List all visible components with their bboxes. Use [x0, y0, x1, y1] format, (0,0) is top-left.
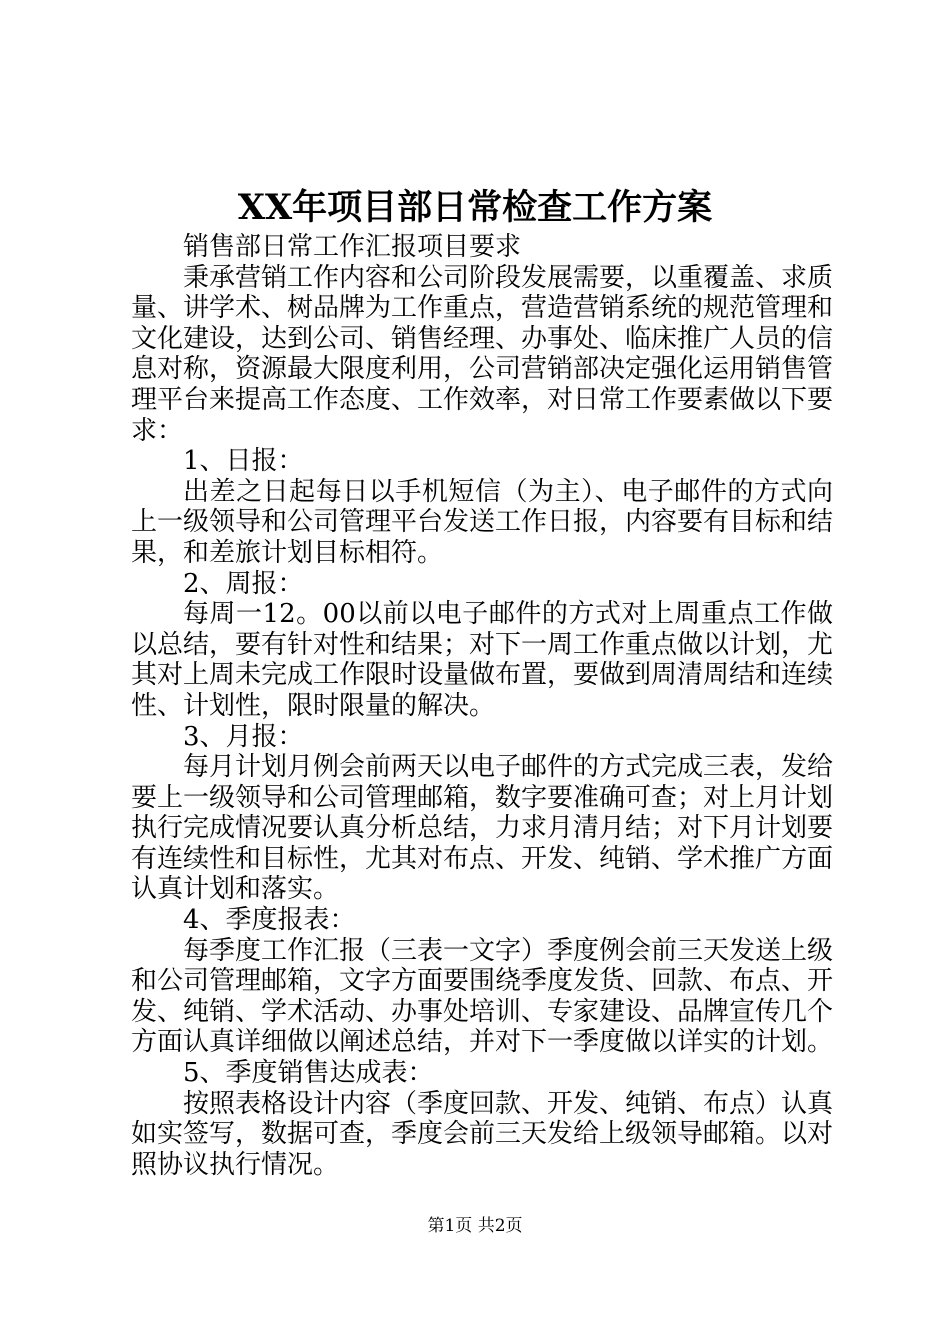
section-heading-daily-report: 1、日报：	[183, 446, 304, 477]
section-body-daily-report: 出差之日起每日以手机短信（为主）、电子邮件的方式向上一级领导和公司管理平台发送工作日报，内容要有目标和结果，和差旅计划目标相符。	[131, 476, 834, 568]
section-body-weekly-report: 每周一12。00以前以电子邮件的方式对上周重点工作做以总结，要有针对性和结果；对下一周工作重点做以计划，尤其对上周未完成工作限时设量做布置，要做到周清周结和连续性、计划性，限时限量的解决。	[131, 599, 834, 721]
section-heading-quarterly-sales: 5、季度销售达成表：	[183, 1058, 434, 1089]
page-footer	[0, 1216, 950, 1236]
section-body-quarterly-sales: 按照表格设计内容（季度回款、开发、纯销、布点）认真如实签写，数据可查，季度会前三天发给上级领导邮箱。以对照协议执行情况。	[131, 1088, 834, 1180]
section-heading-quarterly-report: 4、季度报表：	[183, 905, 356, 936]
section-heading-monthly-report: 3、月报：	[183, 721, 304, 752]
page-title: XX年项目部日常检查工作方案	[237, 187, 713, 228]
section-body-monthly-report: 每月计划月例会前两天以电子邮件的方式完成三表，发给要上一级领导和公司管理邮箱，数字要准确可查；对上月计划执行完成情况要认真分析总结，力求月清月结；对下月计划要有连续性和目标性，尤其对布点、开发、纯销、学术推广方面认真计划和落实。	[131, 752, 834, 905]
document-body	[131, 232, 833, 1180]
document-subtitle: 销售部日常工作汇报项目要求	[183, 232, 522, 262]
section-body-quarterly-report: 每季度工作汇报（三表一文字）季度例会前三天发送上级和公司管理邮箱，文字方面要围绕季度发货、回款、布点、开发、纯销、学术活动、办事处培训、专家建设、品牌宣传几个方面认真详细做以阐述总结，并对下一季度做以详实的计划。	[131, 935, 834, 1058]
page-number: 第1页 共2页	[427, 1216, 523, 1236]
intro-paragraph: 秉承营销工作内容和公司阶段发展需要，以重覆盖、求质量、讲学术、树品牌为工作重点，营造营销系统的规范管理和文化建设，达到公司、销售经理、办事处、临床推广人员的信息对称，资源最大限度利用，公司营销部决定强化运用销售管理平台来提高工作态度、工作效率，对日常工作要素做以下要求：	[131, 262, 834, 446]
section-heading-weekly-report: 2、周报：	[183, 568, 304, 599]
